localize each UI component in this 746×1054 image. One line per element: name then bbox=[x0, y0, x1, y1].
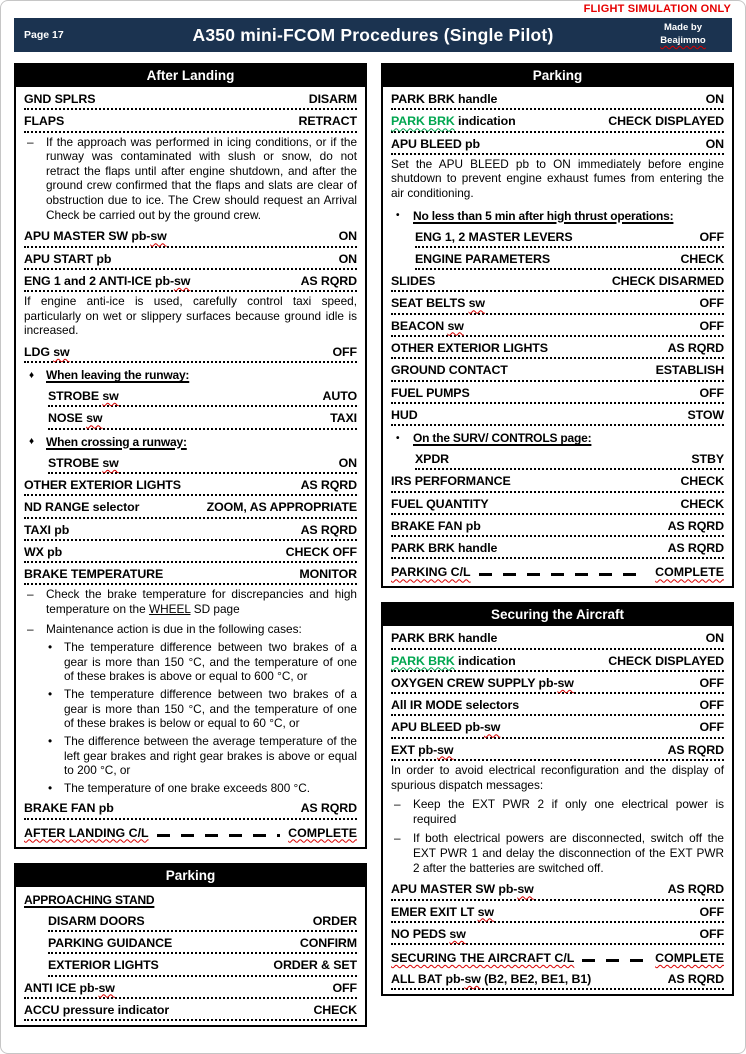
note-bullet-item: • The temperature of one brake exceeds 800 °C. bbox=[48, 780, 311, 795]
item-action-value: OFF bbox=[332, 980, 357, 995]
note-paragraph: – If both electrical powers are disconnected, switch off the EXT PWR 1 and delay the disconnection of the EXT PWR 2 after the batteries are switched off. bbox=[394, 831, 724, 875]
checklist-item-row bbox=[391, 359, 724, 381]
subheading-text: When leaving the runway: bbox=[46, 368, 190, 383]
item-label: NOSE sw bbox=[48, 411, 103, 426]
author-credit bbox=[640, 22, 732, 48]
item-label: PARK BRK indication bbox=[391, 653, 516, 668]
item-label: LDG sw bbox=[24, 344, 70, 359]
misspelled-text: sw bbox=[557, 675, 574, 690]
item-action-value: ESTABLISH bbox=[655, 363, 724, 378]
item-label: EMER EXIT LT sw bbox=[391, 904, 494, 919]
dash-leader bbox=[582, 959, 647, 962]
section-securing-the-aircraft bbox=[381, 602, 734, 996]
subheading-text: On the SURV/ CONTROLS page: bbox=[413, 431, 592, 446]
checklist-item-row bbox=[24, 225, 357, 247]
checklist-item-row bbox=[391, 337, 724, 359]
round-bullet-icon: • bbox=[48, 733, 53, 748]
dash-leader bbox=[479, 573, 648, 576]
checklist-item-row bbox=[24, 341, 357, 363]
checklist-item-row bbox=[391, 739, 724, 761]
item-action-value: AS RQRD bbox=[667, 882, 724, 897]
checklist-item-row bbox=[391, 88, 724, 110]
checklist-item-row bbox=[391, 515, 724, 537]
checklist-item-row bbox=[24, 519, 357, 541]
item-action-value: ON bbox=[705, 631, 724, 646]
misspelled-text: sw bbox=[437, 742, 454, 757]
note-bullet-item: • The temperature difference between two brakes of a gear is more than 150 °C, and the temperature of one of these brakes is below or equal to 60 °C, or bbox=[48, 687, 357, 731]
item-action-value: AS RQRD bbox=[300, 801, 357, 816]
item-action-value: OFF bbox=[699, 229, 724, 244]
checklist-item-row bbox=[48, 407, 357, 429]
checklist-item-row bbox=[391, 110, 724, 132]
item-action-value: MONITOR bbox=[299, 567, 357, 582]
item-label: PARK BRK handle bbox=[391, 92, 498, 106]
checklist-columns bbox=[14, 63, 734, 1027]
item-label: SLIDES bbox=[391, 274, 436, 289]
item-action-value: STOW bbox=[687, 407, 724, 422]
simulation-only-watermark: FLIGHT SIMULATION ONLY bbox=[583, 3, 731, 15]
round-bullet-icon: • bbox=[396, 432, 400, 444]
section-body bbox=[16, 87, 365, 847]
item-label: BRAKE FAN pb bbox=[24, 801, 114, 816]
misspelled-text: sw bbox=[102, 455, 119, 470]
item-action-value: AS RQRD bbox=[667, 341, 724, 355]
note-bullet-item: • The difference between the average temperature of the left gear brakes and right gear brakes is above or equal to 200 °C, or bbox=[48, 733, 357, 778]
item-label: SEAT BELTS sw bbox=[391, 296, 485, 311]
item-action-value: OFF bbox=[699, 675, 724, 690]
cl-label: SECURING THE AIRCRAFT C/L bbox=[391, 951, 575, 966]
misspelled-text: sw bbox=[53, 344, 70, 359]
item-label: FLAPS bbox=[24, 114, 65, 129]
item-label: OTHER EXTERIOR LIGHTS bbox=[24, 478, 181, 493]
item-action-value: ON bbox=[338, 229, 357, 244]
item-action-value: STBY bbox=[691, 452, 724, 467]
item-label: FUEL PUMPS bbox=[391, 385, 470, 400]
checklist-item-row bbox=[48, 910, 357, 932]
checklist-item-row bbox=[24, 977, 357, 999]
document-header-bar bbox=[14, 18, 732, 52]
item-label: XPDR bbox=[415, 452, 450, 467]
checklist-item-row bbox=[415, 248, 724, 270]
section-body bbox=[16, 887, 365, 1025]
item-action-value: CONFIRM bbox=[299, 936, 357, 950]
subheading-row bbox=[391, 204, 724, 226]
round-bullet-icon: • bbox=[48, 780, 53, 795]
right-column bbox=[381, 63, 734, 1027]
item-label: STROBE sw bbox=[48, 455, 119, 470]
item-label: BRAKE FAN pb bbox=[391, 518, 481, 533]
misspelled-text: sw bbox=[150, 229, 167, 244]
section-title: Parking bbox=[16, 865, 365, 887]
item-action-value: ON bbox=[338, 455, 357, 470]
cl-value: COMPLETE bbox=[655, 565, 724, 580]
checklist-item-row bbox=[24, 496, 357, 518]
item-action-value: OFF bbox=[699, 296, 724, 311]
checklist-item-row bbox=[24, 563, 357, 585]
item-label: WX pb bbox=[24, 544, 63, 559]
note-paragraph: In order to avoid electrical reconfiguration and the display of spurious dispatch messages: bbox=[391, 762, 724, 792]
section-parking bbox=[381, 63, 734, 588]
section-title: Securing the Aircraft bbox=[383, 604, 732, 626]
checklist-item-row bbox=[24, 474, 357, 496]
checklist-item-row bbox=[391, 537, 724, 559]
item-action-value: AS RQRD bbox=[300, 522, 357, 537]
item-action-value: RETRACT bbox=[298, 114, 357, 129]
item-label: HUD bbox=[391, 407, 418, 422]
item-label: IRS PERFORMANCE bbox=[391, 474, 511, 489]
made-by-label: Made by bbox=[663, 22, 702, 34]
item-action-value: CHECK bbox=[680, 251, 724, 266]
checklist-item-row bbox=[24, 88, 357, 110]
subheading-row bbox=[24, 363, 357, 385]
subheading-row bbox=[391, 426, 724, 448]
checklist-item-row bbox=[24, 248, 357, 270]
item-action-value: AUTO bbox=[322, 389, 357, 404]
checklist-item-row bbox=[391, 404, 724, 426]
checklist-item-row bbox=[24, 110, 357, 132]
misspelled-text: sw bbox=[484, 720, 501, 735]
item-action-value: CHECK DISARMED bbox=[611, 274, 724, 289]
misspelled-text: sw bbox=[447, 318, 464, 333]
note-paragraph: – Keep the EXT PWR 2 if only one electrical power is required bbox=[394, 797, 724, 826]
round-bullet-icon: • bbox=[48, 687, 53, 702]
checklist-item-row bbox=[391, 968, 724, 990]
cl-value: COMPLETE bbox=[288, 825, 357, 840]
section-after-landing bbox=[14, 63, 367, 849]
checklist-item-row bbox=[391, 716, 724, 738]
dash-marker: – bbox=[394, 797, 401, 812]
misspelled-text: sw bbox=[86, 411, 103, 426]
checklist-complete-row bbox=[391, 559, 724, 582]
item-label: ACCU pressure indicator bbox=[24, 1002, 170, 1017]
note-paragraph: – Maintenance action is due in the following cases: bbox=[27, 621, 302, 636]
dash-marker: – bbox=[27, 134, 34, 149]
item-action-value: AS RQRD bbox=[300, 273, 357, 288]
item-label: NO PEDS sw bbox=[391, 926, 466, 941]
checklist-item-row bbox=[24, 999, 357, 1021]
page-number: Page 17 bbox=[24, 29, 64, 41]
cl-value: COMPLETE bbox=[655, 951, 724, 966]
item-label: DISARM DOORS bbox=[48, 913, 145, 928]
checklist-item-row bbox=[391, 923, 724, 945]
subheading-text: When crossing a runway: bbox=[46, 434, 187, 449]
item-label: APU START pb bbox=[24, 251, 112, 266]
checklist-item-row bbox=[391, 470, 724, 492]
note-paragraph: Set the APU BLEED pb to ON immediately before engine shutdown to prevent engine exhaust fumes from entering the air conditioning. bbox=[391, 156, 724, 201]
dash-marker: – bbox=[27, 587, 34, 602]
underlined-term: WHEEL bbox=[148, 601, 191, 616]
diamond-bullet-icon: ♦ bbox=[29, 436, 34, 448]
item-label: BEACON sw bbox=[391, 318, 464, 333]
item-action-value: CHECK bbox=[680, 496, 724, 511]
item-action-value: CHECK DISPLAYED bbox=[608, 653, 724, 668]
item-action-value: DISARM bbox=[308, 92, 357, 106]
item-label: ALL BAT pb-sw (B2, BE2, BE1, B1) bbox=[391, 972, 592, 987]
item-label: ND RANGE selector bbox=[24, 500, 140, 515]
misspelled-text: sw bbox=[468, 296, 485, 311]
item-action-value: CHECK bbox=[680, 474, 724, 489]
subheading-text: No less than 5 min after high thrust operations: bbox=[413, 208, 674, 223]
section-parking bbox=[14, 863, 367, 1027]
item-label: ENG 1 and 2 ANTI-ICE pb-sw bbox=[24, 273, 191, 288]
misspelled-text: sw bbox=[449, 926, 466, 941]
item-label: TAXI pb bbox=[24, 522, 70, 537]
item-label: APU BLEED pb bbox=[391, 136, 480, 151]
checklist-item-row bbox=[391, 901, 724, 923]
indication-green-text: PARK BRK bbox=[391, 114, 455, 129]
misspelled-text: sw bbox=[98, 980, 115, 995]
misspelled-text: sw bbox=[102, 389, 119, 404]
checklist-item-row bbox=[415, 226, 724, 248]
item-action-value: ON bbox=[705, 92, 724, 106]
checklist-item-row bbox=[391, 672, 724, 694]
section-title: Parking bbox=[383, 65, 732, 87]
section-body bbox=[383, 87, 732, 586]
dash-marker: – bbox=[27, 621, 34, 636]
item-action-value: CHECK bbox=[313, 1002, 357, 1017]
checklist-item-row bbox=[391, 315, 724, 337]
checklist-item-row bbox=[415, 448, 724, 470]
diamond-bullet-icon: ♦ bbox=[29, 369, 34, 381]
misspelled-text: sw bbox=[464, 972, 481, 987]
misspelled-text: sw bbox=[477, 904, 494, 919]
item-action-value: AS RQRD bbox=[667, 541, 724, 556]
item-label: ENG 1, 2 MASTER LEVERS bbox=[415, 229, 573, 244]
item-action-value: ORDER bbox=[312, 913, 357, 928]
note-bullet-item: • The temperature difference between two brakes of a gear is more than 150 °C, and the temperature of one of these brakes is above or equal to 600 °C, or bbox=[48, 640, 357, 684]
checklist-item-row bbox=[48, 385, 357, 407]
item-action-value: OFF bbox=[699, 385, 724, 400]
item-label: All IR MODE selectors bbox=[391, 698, 520, 713]
item-label: FUEL QUANTITY bbox=[391, 496, 489, 511]
checklist-item-row bbox=[391, 694, 724, 716]
item-label: STROBE sw bbox=[48, 389, 119, 404]
checklist-item-row bbox=[391, 878, 724, 900]
item-action-value: TAXI bbox=[330, 411, 357, 426]
checklist-item-row bbox=[391, 133, 724, 155]
cl-label: PARKING C/L bbox=[391, 565, 471, 580]
item-label: APU MASTER SW pb-sw bbox=[24, 229, 167, 244]
item-label: GROUND CONTACT bbox=[391, 363, 508, 378]
item-action-value: CHECK OFF bbox=[285, 544, 357, 559]
item-label: APU MASTER SW pb-sw bbox=[391, 882, 534, 897]
item-action-value: OFF bbox=[699, 318, 724, 333]
item-action-value: ZOOM, AS APPROPRIATE bbox=[206, 500, 357, 515]
subheading-text: APPROACHING STAND bbox=[24, 892, 155, 907]
item-action-value: AS RQRD bbox=[667, 972, 724, 987]
item-label: APU BLEED pb-sw bbox=[391, 720, 501, 735]
item-action-value: OFF bbox=[699, 698, 724, 713]
note-paragraph: – If the approach was performed in icing conditions, or if the runway was contaminated with slush or snow, do not retract the flaps until after engine shutdown, and after the ground crew confirmed that the flaps and slats are clear of obstruction due to ice. The Crew should request an Arrival Check be carried out by the ground crew. bbox=[27, 134, 357, 222]
subheading-row bbox=[24, 888, 357, 910]
document-title: A350 mini-FCOM Procedures (Single Pilot) bbox=[192, 24, 554, 45]
author-name: Beajimmo bbox=[660, 35, 706, 46]
checklist-item-row bbox=[48, 954, 357, 976]
item-action-value: ON bbox=[338, 251, 357, 266]
item-label: PARK BRK indication bbox=[391, 114, 516, 129]
checklist-item-row bbox=[24, 541, 357, 563]
item-label: OXYGEN CREW SUPPLY pb-sw bbox=[391, 675, 574, 690]
note-paragraph: – Check the brake temperature for discrepancies and high temperature on the WHEEL SD page bbox=[27, 587, 357, 616]
section-body bbox=[383, 626, 732, 994]
item-action-value: ORDER & SET bbox=[273, 958, 357, 973]
item-label: EXTERIOR LIGHTS bbox=[48, 958, 159, 973]
checklist-item-row bbox=[24, 797, 357, 819]
checklist-item-row bbox=[391, 382, 724, 404]
checklist-item-row bbox=[48, 932, 357, 954]
checklist-item-row bbox=[24, 270, 357, 292]
note-paragraph: If engine anti-ice is used, carefully control taxi speed, particularly on wet or slippery surfaces because ground idle is increased. bbox=[24, 294, 357, 338]
checklist-item-row bbox=[391, 493, 724, 515]
item-action-value: OFF bbox=[699, 926, 724, 941]
misspelled-text: sw bbox=[173, 273, 191, 288]
item-label: PARKING GUIDANCE bbox=[48, 936, 173, 950]
item-label: EXT pb-sw bbox=[391, 742, 454, 757]
checklist-item-row bbox=[391, 270, 724, 292]
item-action-value: OFF bbox=[332, 344, 357, 359]
checklist-complete-row bbox=[24, 820, 357, 843]
checklist-complete-row bbox=[391, 945, 724, 968]
checklist-item-row bbox=[391, 292, 724, 314]
item-label: PARK BRK handle bbox=[391, 541, 498, 556]
left-column bbox=[14, 63, 367, 1027]
round-bullet-icon: • bbox=[48, 640, 53, 655]
misspelled-text: sw bbox=[517, 882, 534, 897]
item-action-value: AS RQRD bbox=[667, 518, 724, 533]
item-action-value: AS RQRD bbox=[300, 478, 357, 493]
section-title: After Landing bbox=[16, 65, 365, 87]
cl-label: AFTER LANDING C/L bbox=[24, 825, 149, 840]
item-action-value: CHECK DISPLAYED bbox=[608, 114, 724, 129]
item-action-value: ON bbox=[705, 136, 724, 151]
item-label: OTHER EXTERIOR LIGHTS bbox=[391, 341, 548, 355]
item-label: PARK BRK handle bbox=[391, 631, 498, 646]
checklist-item-row bbox=[391, 627, 724, 649]
indication-green-text: PARK BRK bbox=[391, 653, 455, 668]
round-bullet-icon: • bbox=[396, 210, 400, 222]
dash-marker: – bbox=[394, 831, 401, 846]
checklist-item-row bbox=[391, 650, 724, 672]
item-label: GND SPLRS bbox=[24, 92, 96, 106]
item-label: BRAKE TEMPERATURE bbox=[24, 567, 164, 582]
item-action-value: OFF bbox=[699, 904, 724, 919]
checklist-item-row bbox=[48, 452, 357, 474]
dash-leader bbox=[157, 834, 281, 837]
subheading-row bbox=[24, 430, 357, 452]
item-action-value: OFF bbox=[699, 720, 724, 735]
item-label: ANTI ICE pb-sw bbox=[24, 980, 115, 995]
item-action-value: AS RQRD bbox=[667, 742, 724, 757]
item-label: ENGINE PARAMETERS bbox=[415, 251, 551, 266]
